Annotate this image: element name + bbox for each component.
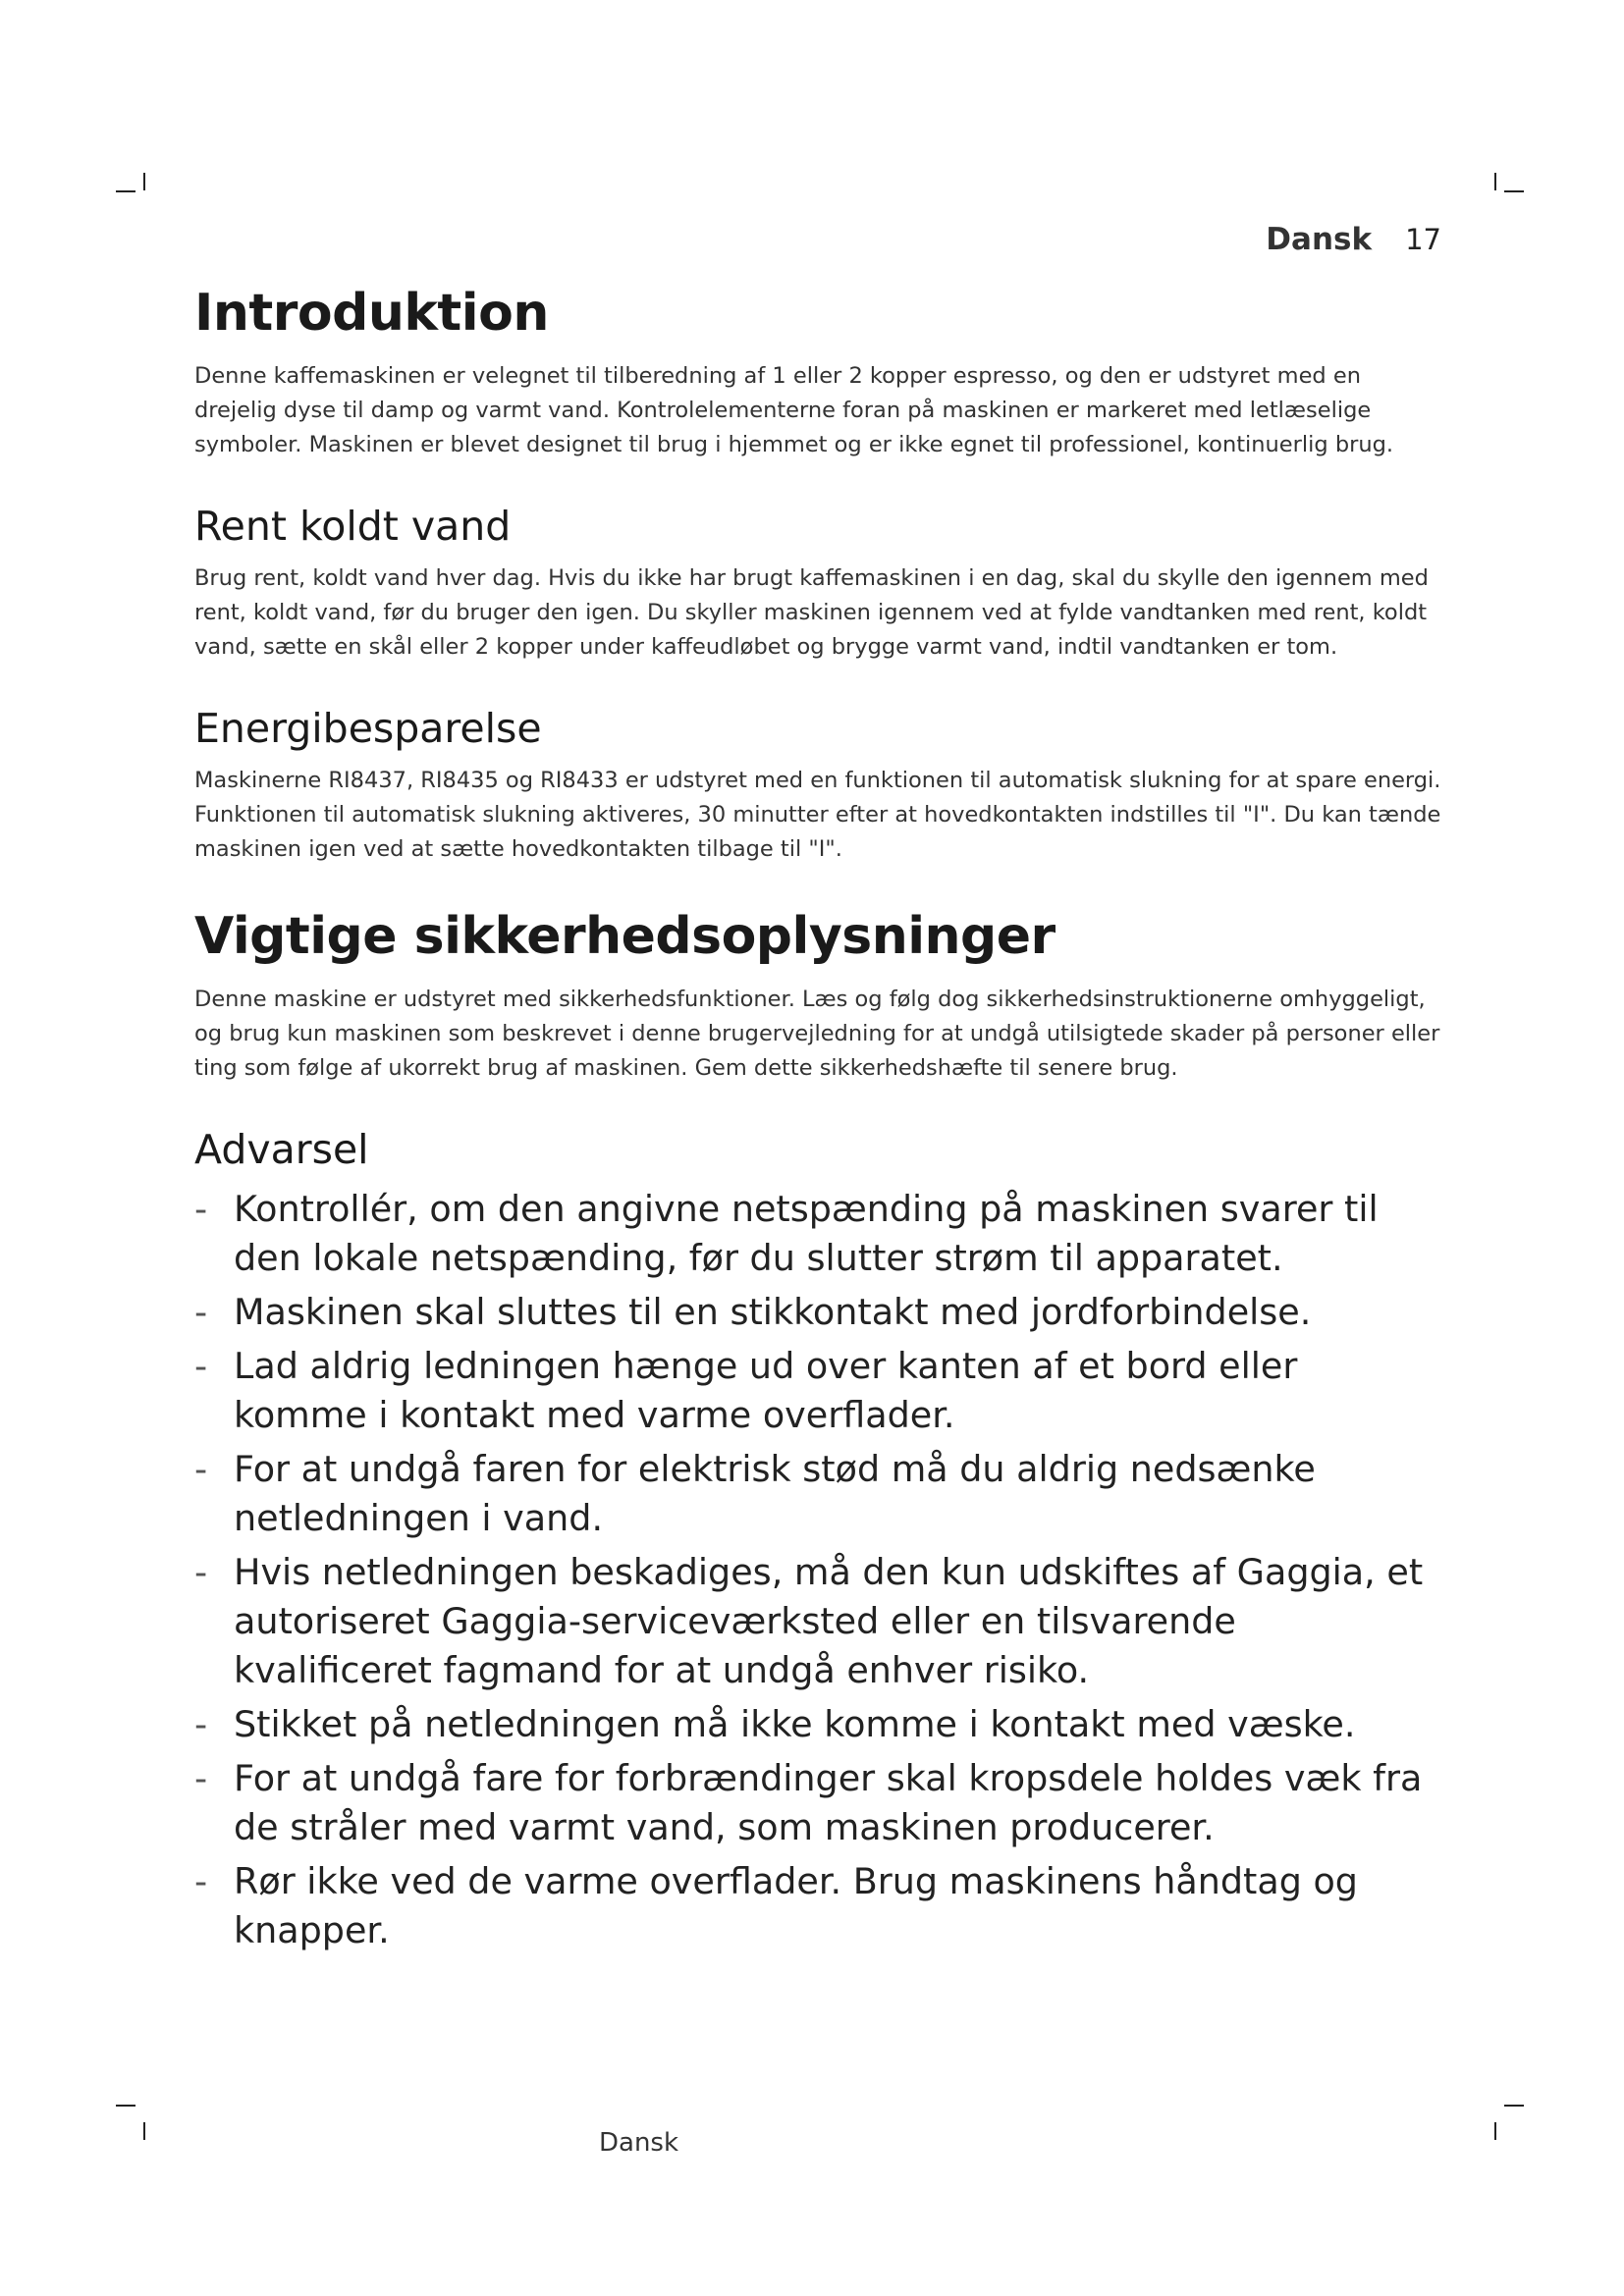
- page-number: 17: [1405, 223, 1441, 256]
- section-warning: [194, 1127, 1441, 1955]
- bullet-dash: -: [194, 1860, 208, 1903]
- page-content: [194, 285, 1441, 1960]
- warning-item: [194, 1185, 1441, 1283]
- page-header: [1266, 222, 1441, 257]
- safety-heading: Vigtige sikkerhedsoplysninger: [194, 907, 1056, 967]
- crop-mark-bottom-left-v: [143, 2122, 145, 2140]
- warning-item: [194, 1288, 1441, 1337]
- warning-item: [194, 1857, 1441, 1955]
- warning-list: [194, 1185, 1441, 1955]
- bullet-dash: -: [194, 1551, 208, 1594]
- section-safety: [194, 908, 1441, 1086]
- crop-mark-top-left-v: [143, 173, 145, 190]
- warning-item-text: Stikket på netledningen må ikke komme i kontakt med væske.: [234, 1703, 1356, 1746]
- warning-item-text: For at undgå fare for forbrændinger skal kropsdele holdes væk fra de stråler med varmt vand, som maskinen producerer.: [234, 1757, 1423, 1849]
- bullet-dash: -: [194, 1703, 208, 1746]
- warning-item-text: Maskinen skal sluttes til en stikkontakt med jordforbindelse.: [234, 1291, 1312, 1334]
- warning-item-text: Lad aldrig ledningen hænge ud over kanten af et bord eller komme i kontakt med varme overflader.: [234, 1345, 1298, 1437]
- header-language: Dansk: [1266, 222, 1373, 257]
- cold-water-heading: Rent koldt vand: [194, 502, 512, 550]
- warning-item: [194, 1445, 1441, 1543]
- warning-item-text: Hvis netledningen beskadiges, må den kun udskiftes af Gaggia, et autoriseret Gaggia-serviceværksted eller en tilsvarende kvalificeret fagmand for at undgå enhver risiko.: [234, 1551, 1424, 1692]
- crop-mark-bottom-left-h: [116, 2105, 135, 2107]
- bullet-dash: -: [194, 1448, 208, 1491]
- crop-mark-bottom-right-h: [1504, 2105, 1524, 2107]
- bullet-dash: -: [194, 1757, 208, 1800]
- crop-mark-top-right-h: [1504, 190, 1524, 192]
- warning-item: [194, 1548, 1441, 1695]
- bullet-dash: -: [194, 1188, 208, 1231]
- section-introduction: [194, 285, 1441, 462]
- cold-water-text: Brug rent, koldt vand hver dag. Hvis du ikke har brugt kaffemaskinen i en dag, skal du skylle den igennem med rent, koldt vand, før du bruger den igen. Du skyller maskinen igennem ved at fylde vandtanken med rent, koldt vand, sætte en skål eller 2 kopper under kaffeudløbet og brygge varmt vand, indtil vandtanken er tom.: [194, 564, 1429, 660]
- crop-mark-top-right-v: [1494, 173, 1496, 190]
- page-footer-language: Dansk: [599, 2128, 679, 2158]
- bullet-dash: -: [194, 1345, 208, 1388]
- crop-mark-bottom-right-v: [1494, 2122, 1496, 2140]
- section-energy-saving: [194, 706, 1441, 867]
- introduction-heading: Introduktion: [194, 284, 549, 343]
- introduction-text: Denne kaffemaskinen er velegnet til tilberedning af 1 eller 2 kopper espresso, og den er udstyret med en drejelig dyse til damp og varmt vand. Kontrolelementerne foran på maskinen er markeret med letlæselige symboler. Maskinen er blevet designet til brug i hjemmet og er ikke egnet til professionel, kontinuerlig brug.: [194, 362, 1394, 457]
- warning-item: [194, 1700, 1441, 1749]
- safety-text: Denne maskine er udstyret med sikkerhedsfunktioner. Læs og følg dog sikkerhedsinstruktionerne omhyggeligt, og brug kun maskinen som beskrevet i denne brugervejledning for at undgå utilsigtede skader på personer eller ting som følge af ukorrekt brug af maskinen. Gem dette sikkerhedshæfte til senere brug.: [194, 986, 1440, 1081]
- bullet-dash: -: [194, 1291, 208, 1334]
- warning-item-text: Rør ikke ved de varme overflader. Brug maskinens håndtag og knapper.: [234, 1860, 1358, 1952]
- energy-saving-text: Maskinerne RI8437, RI8435 og RI8433 er udstyret med en funktionen til automatisk slukning for at spare energi. Funktionen til automatisk slukning aktiveres, 30 minutter efter at hovedkontakten indstilles til "I". Du kan tænde maskinen igen ved at sætte hovedkontakten tilbage til "I".: [194, 768, 1441, 863]
- crop-mark-top-left-h: [116, 190, 135, 192]
- warning-item: [194, 1754, 1441, 1852]
- warning-heading: Advarsel: [194, 1125, 369, 1173]
- warning-item-text: Kontrollér, om den angivne netspænding på maskinen svarer til den lokale netspænding, før du slutter strøm til apparatet.: [234, 1188, 1379, 1280]
- energy-saving-heading: Energibesparelse: [194, 704, 542, 752]
- warning-item-text: For at undgå faren for elektrisk stød må du aldrig nedsænke netledningen i vand.: [234, 1448, 1316, 1540]
- warning-item: [194, 1342, 1441, 1440]
- section-cold-water: [194, 504, 1441, 665]
